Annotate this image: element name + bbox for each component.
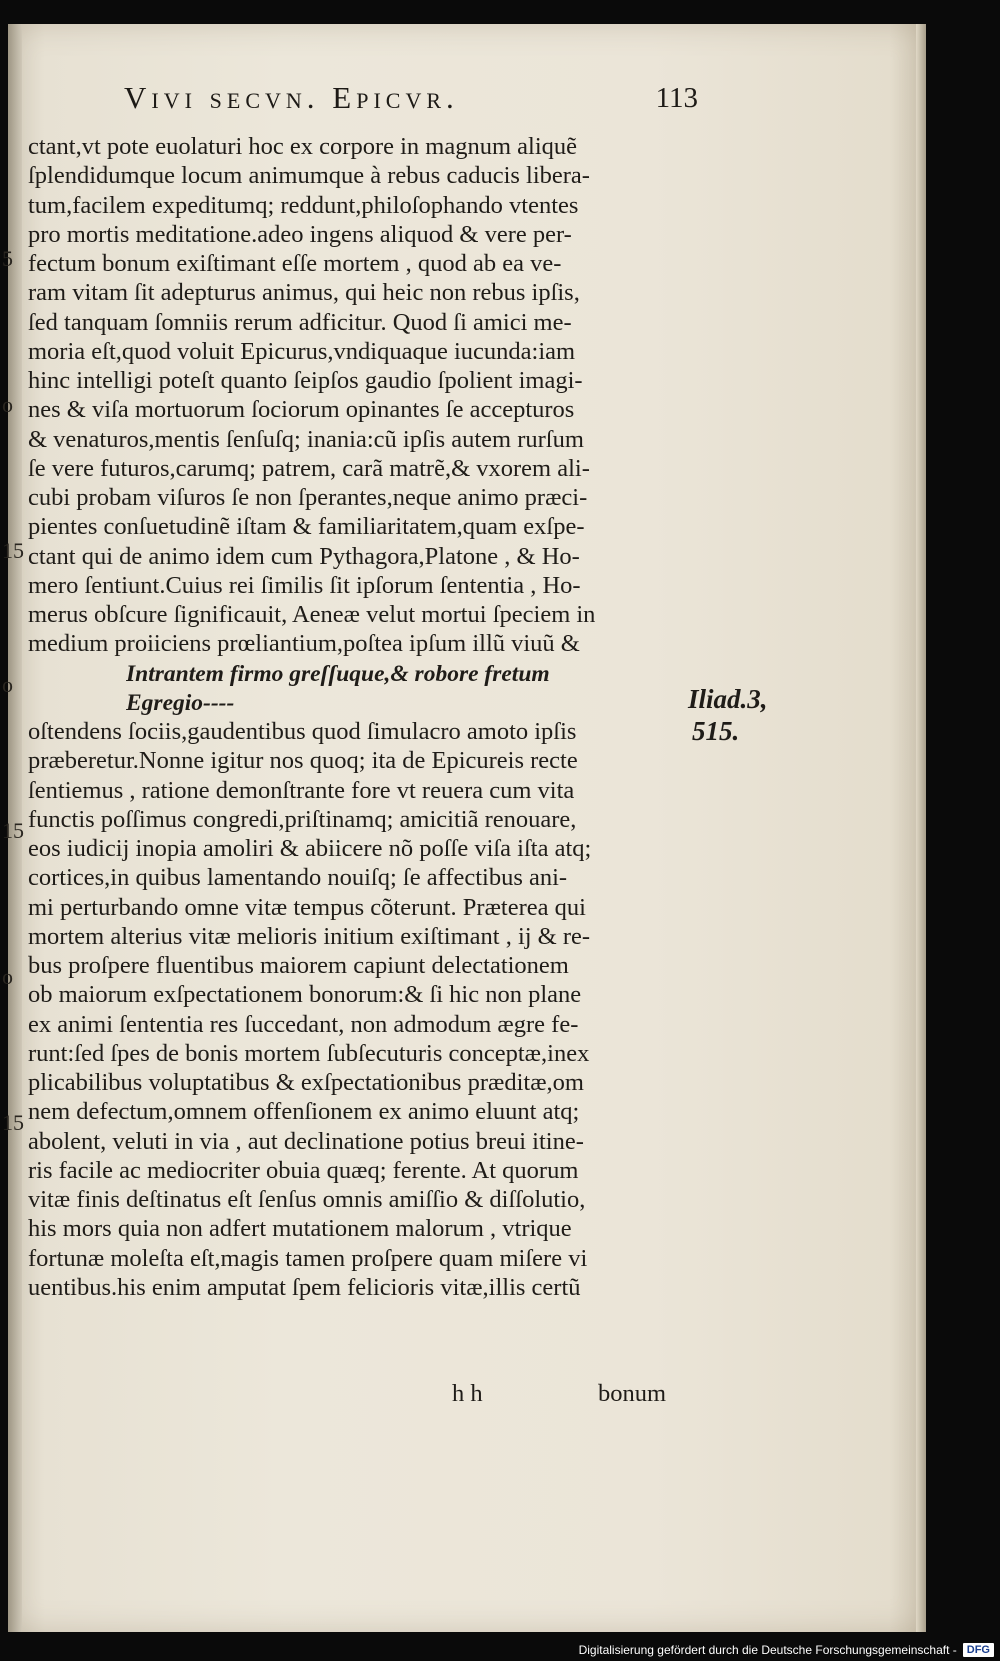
- text-line: mero ſentiunt.Cuius rei ſimilis ſit ipſorum ſententia , Ho-: [28, 572, 581, 599]
- text-line: ctant qui de animo idem cum Pythagora,Platone , & Ho-: [28, 543, 580, 570]
- text-line: runt:ſed ſpes de bonis mortem ſubſecuturis conceptæ,inex: [28, 1040, 590, 1067]
- text-line: ris facile ac mediocriter obuia quæq; ferente. At quorum: [28, 1157, 579, 1184]
- text-line: tum,facilem expeditumq; reddunt,philoſophando vtentes: [28, 192, 579, 219]
- catchword: bonum: [598, 1380, 667, 1407]
- text-line: & venaturos,mentis ſenſuſq; inania:cũ ipſis autem rurſum: [28, 426, 584, 453]
- margin-note-reference: Iliad.3,: [688, 684, 768, 714]
- text-line: fortunæ moleſta eſt,magis tamen proſpere quam miſere vi: [28, 1245, 588, 1272]
- text-line: merus obſcure ſignificauit, Aeneæ velut mortui ſpeciem in: [28, 601, 596, 628]
- line-number: 15: [2, 818, 24, 843]
- text-line: plicabilibus voluptatibus & exſpectationibus præditæ,om: [28, 1069, 584, 1096]
- text-line: pro mortis meditatione.adeo ingens aliquod & vere per-: [28, 221, 572, 248]
- line-number: o: [2, 392, 13, 417]
- line-number: 5: [2, 246, 13, 271]
- running-head-title: Vivi secvn. Epicvr.: [124, 80, 459, 115]
- verse-quotation-line: Egregio----: [126, 690, 235, 716]
- text-line: ob maiorum exſpectationem bonorum:& ſi hic non plane: [28, 981, 582, 1008]
- text-line: cubi probam viſuros ſe non ſperantes,neque animo præci-: [28, 484, 588, 511]
- text-line: ſplendidumque locum animumque à rebus caducis libera-: [28, 162, 590, 189]
- text-line: abolent, veluti in via , aut declinatione potius breui itine-: [28, 1128, 584, 1155]
- text-line: moria eſt,quod voluit Epicurus,vndiquaque iucunda:iam: [28, 338, 576, 365]
- line-number: o: [2, 672, 13, 697]
- text-line: ctant,vt pote euolaturi hoc ex corpore in magnum aliquẽ: [28, 133, 578, 160]
- credit-text: Digitalisierung gefördert durch die Deutsche Forschungsgemeinschaft -: [578, 1643, 957, 1657]
- text-line: eos iudicij inopia amoliri & abiicere nõ poſſe viſa iſta atq;: [28, 835, 592, 862]
- digitization-credit: [579, 1639, 1000, 1661]
- line-number: 15: [2, 538, 24, 563]
- line-number: o: [2, 964, 13, 989]
- page-number: 113: [655, 82, 698, 114]
- text-line: pientes conſuetudinẽ iſtam & familiaritatem,quam exſpe-: [28, 513, 585, 540]
- dfg-logo: DFG: [963, 1643, 994, 1657]
- verse-quotation-line: Intrantem firmo greſſuque,& robore fretum: [126, 661, 550, 687]
- text-line: ſe vere futuros,carumq; patrem, carã matrẽ,& vxorem ali-: [28, 455, 590, 482]
- text-line: mi perturbando omne vitæ tempus cõterunt. Præterea qui: [28, 894, 586, 921]
- text-line: ſentiemus , ratione demonſtrante fore vt reuera cum vita: [28, 777, 575, 804]
- text-line: his mors quia non adfert mutationem malorum , vtrique: [28, 1215, 572, 1242]
- text-line: uentibus.his enim amputat ſpem felicioris vitæ,illis certũ: [28, 1274, 581, 1301]
- line-number: 15: [2, 1110, 24, 1135]
- text-line: functis poſſimus congredi,priſtinamq; amicitiã renouare,: [28, 806, 577, 833]
- text-line: nes & viſa mortuorum ſociorum opinantes ſe accepturos: [28, 396, 575, 423]
- text-line: fectum bonum exiſtimant eſſe mortem , quod ab ea ve-: [28, 250, 562, 277]
- text-line: mortem alterius vitæ melioris initium exiſtimant , ij & re-: [28, 923, 591, 950]
- text-line: bus proſpere fluentibus maiorem capiunt delectationem: [28, 952, 569, 979]
- text-line: vitæ finis deſtinatus eſt ſenſus omnis amiſſio & diſſolutio,: [28, 1186, 586, 1213]
- signature-mark: h h: [452, 1380, 483, 1407]
- text-line: nem defectum,omnem offenſionem ex animo eluunt atq;: [28, 1098, 580, 1125]
- text-line: oſtendens ſociis,gaudentibus quod ſimulacro amoto ipſis: [28, 718, 577, 745]
- text-line: medium proiiciens prœliantium,poſtea ipſum illũ viuũ &: [28, 630, 580, 657]
- margin-note-verse: 515.: [692, 716, 740, 746]
- text-line: hinc intelligi poteſt quanto ſeipſos gaudio ſpolient imagi-: [28, 367, 583, 394]
- text-line: ram vitam ſit adepturus animus, qui heic non rebus ipſis,: [28, 279, 580, 306]
- text-line: cortices,in quibus lamentando nouiſq; ſe affectibus ani-: [28, 864, 568, 891]
- text-line: ſed tanquam ſomniis rerum adficitur. Quod ſi amici me-: [28, 309, 572, 336]
- text-line: præberetur.Nonne igitur nos quoq; ita de Epicureis recte: [28, 747, 578, 774]
- text-line: ex animi ſententia res ſuccedant, non admodum ægre fe-: [28, 1011, 579, 1038]
